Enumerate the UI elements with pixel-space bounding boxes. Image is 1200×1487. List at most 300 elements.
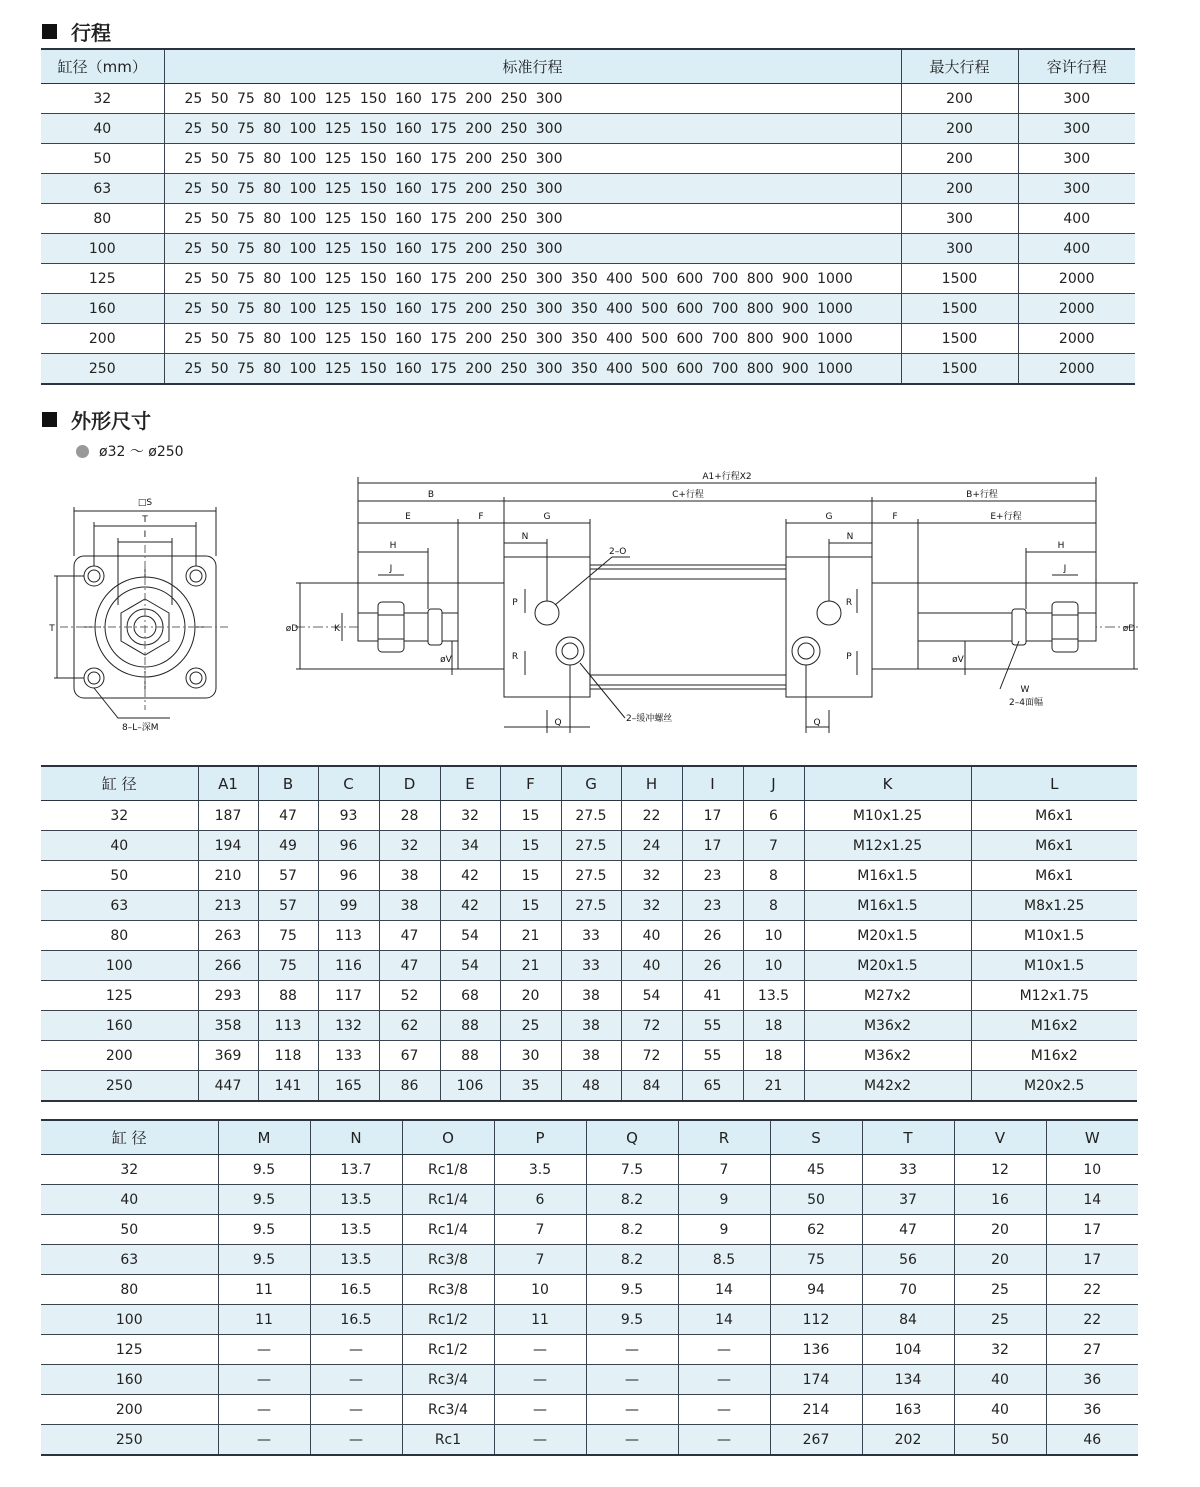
table-cell: 200 <box>901 114 1018 144</box>
table-cell: 165 <box>318 1071 379 1102</box>
label-h-right: H <box>1057 541 1065 551</box>
table-cell: 34 <box>440 831 500 861</box>
table-cell: — <box>494 1365 586 1395</box>
column-header: S <box>770 1120 862 1155</box>
table-cell: 116 <box>318 951 379 981</box>
table-cell: Rc1/2 <box>402 1305 494 1335</box>
table-cell: — <box>678 1395 770 1425</box>
column-header: V <box>954 1120 1046 1155</box>
label-r-left: R <box>511 652 519 662</box>
table-row <box>41 144 1135 174</box>
column-header: H <box>621 766 682 801</box>
table-cell: 40 <box>621 921 682 951</box>
column-header: 缸 径 <box>41 766 198 801</box>
label-bolt-note: 8–L–深M <box>122 723 159 733</box>
table-cell: 125 <box>41 264 164 294</box>
table-cell: 25 50 75 80 100 125 150 160 175 200 250 300 <box>164 84 901 114</box>
label-square-s: □S <box>137 498 153 508</box>
table-cell: 36 <box>1046 1395 1138 1425</box>
table-cell: 36 <box>1046 1365 1138 1395</box>
table-cell: 300 <box>1018 174 1135 204</box>
table-cell: — <box>310 1335 402 1365</box>
table-cell: 194 <box>198 831 258 861</box>
table-cell: M36x2 <box>804 1011 971 1041</box>
table-cell: 38 <box>561 1011 621 1041</box>
table-cell: 26 <box>682 951 743 981</box>
table-cell: 25 50 75 80 100 125 150 160 175 200 250 300 <box>164 114 901 144</box>
table-cell: M16x1.5 <box>804 891 971 921</box>
table-row <box>41 981 1137 1011</box>
table-cell: 25 50 75 80 100 125 150 160 175 200 250 300 <box>164 174 901 204</box>
table-cell: 20 <box>500 981 561 1011</box>
label-q-left: Q <box>554 718 562 728</box>
dimension-section-title <box>42 405 151 434</box>
table-cell: 17 <box>682 831 743 861</box>
table-cell: 38 <box>561 981 621 1011</box>
table-cell: 50 <box>41 861 198 891</box>
table-cell: 40 <box>41 1185 218 1215</box>
table-cell: 46 <box>1046 1425 1138 1456</box>
table-cell: 263 <box>198 921 258 951</box>
label-j-right: J <box>1063 564 1067 574</box>
dimension-table-1 <box>41 765 1137 1102</box>
table-cell: — <box>494 1395 586 1425</box>
table-cell: 80 <box>41 1275 218 1305</box>
table-cell: 54 <box>440 921 500 951</box>
table-cell: 7 <box>678 1155 770 1185</box>
table-cell: Rc1 <box>402 1425 494 1456</box>
table-cell: 8.2 <box>586 1245 678 1275</box>
table-row <box>41 1305 1138 1335</box>
table-row <box>41 1395 1138 1425</box>
table-cell: M12x1.75 <box>971 981 1137 1011</box>
table-cell: 113 <box>258 1011 318 1041</box>
table-row <box>41 264 1135 294</box>
table-row <box>41 921 1137 951</box>
table-cell: — <box>678 1365 770 1395</box>
table-cell: 25 50 75 80 100 125 150 160 175 200 250 300 350 400 500 600 700 800 900 1000 <box>164 264 901 294</box>
table-cell: 13.5 <box>743 981 804 1011</box>
table-cell: 160 <box>41 1011 198 1041</box>
table-cell: 63 <box>41 174 164 204</box>
table-cell: Rc3/4 <box>402 1365 494 1395</box>
table-cell: 32 <box>621 891 682 921</box>
table-cell: 11 <box>218 1305 310 1335</box>
table-cell: 10 <box>494 1275 586 1305</box>
table-cell: 17 <box>1046 1245 1138 1275</box>
table-cell: 14 <box>678 1305 770 1335</box>
table-cell: 15 <box>500 861 561 891</box>
table-row <box>41 1335 1138 1365</box>
table-cell: 32 <box>41 1155 218 1185</box>
table-cell: 267 <box>770 1425 862 1456</box>
table-cell: 9 <box>678 1185 770 1215</box>
table-cell: 16.5 <box>310 1275 402 1305</box>
label-g-left: G <box>543 512 551 522</box>
label-e: E <box>405 512 411 522</box>
table-cell: 42 <box>440 861 500 891</box>
table-cell: 32 <box>440 801 500 831</box>
table-cell: 300 <box>1018 114 1135 144</box>
table-cell: 21 <box>743 1071 804 1102</box>
label-f-right: F <box>892 512 898 522</box>
table-cell: 266 <box>198 951 258 981</box>
table-cell: 20 <box>954 1245 1046 1275</box>
table-cell: 7 <box>494 1215 586 1245</box>
table-cell: 62 <box>379 1011 440 1041</box>
table-row <box>41 1185 1138 1215</box>
table-cell: 32 <box>954 1335 1046 1365</box>
table-cell: 72 <box>621 1041 682 1071</box>
table-cell: M10x1.5 <box>971 921 1137 951</box>
table-cell: 80 <box>41 921 198 951</box>
table-cell: 118 <box>258 1041 318 1071</box>
column-header: M <box>218 1120 310 1155</box>
label-t-side: T <box>49 624 55 634</box>
table-cell: 14 <box>1046 1185 1138 1215</box>
table-cell: 25 50 75 80 100 125 150 160 175 200 250 300 350 400 500 600 700 800 900 1000 <box>164 354 901 385</box>
table-cell: 38 <box>379 861 440 891</box>
table-cell: 11 <box>494 1305 586 1335</box>
table-cell: 8 <box>743 891 804 921</box>
label-k: K <box>334 624 340 634</box>
table-cell: 40 <box>954 1365 1046 1395</box>
table-cell: 17 <box>1046 1215 1138 1245</box>
table-cell: 40 <box>41 114 164 144</box>
table-cell: 9.5 <box>586 1275 678 1305</box>
table-cell: 210 <box>198 861 258 891</box>
table-cell: 63 <box>41 891 198 921</box>
table-row <box>41 324 1135 354</box>
column-header: R <box>678 1120 770 1155</box>
table-cell: 8.2 <box>586 1185 678 1215</box>
table-cell: M27x2 <box>804 981 971 1011</box>
table-cell: 25 <box>954 1305 1046 1335</box>
column-header: W <box>1046 1120 1138 1155</box>
table-cell: 49 <box>258 831 318 861</box>
label-port: 2–O <box>609 547 627 557</box>
table-cell: 18 <box>743 1041 804 1071</box>
table-cell: — <box>586 1395 678 1425</box>
table-cell: 174 <box>770 1365 862 1395</box>
table-cell: 55 <box>682 1041 743 1071</box>
table-cell: 293 <box>198 981 258 1011</box>
table-cell: 41 <box>682 981 743 1011</box>
table-row <box>41 174 1135 204</box>
table-cell: 213 <box>198 891 258 921</box>
table-row <box>41 204 1135 234</box>
table-cell: 33 <box>561 921 621 951</box>
table-cell: M10x1.5 <box>971 951 1137 981</box>
table-cell: 37 <box>862 1185 954 1215</box>
table-cell: M6x1 <box>971 861 1137 891</box>
label-a1-total: A1+行程X2 <box>702 472 752 482</box>
table-cell: — <box>678 1335 770 1365</box>
table-cell: 54 <box>621 981 682 1011</box>
table-cell: 13.5 <box>310 1215 402 1245</box>
square-bullet-icon <box>42 412 57 427</box>
table-cell: M8x1.25 <box>971 891 1137 921</box>
table-cell: 88 <box>258 981 318 1011</box>
table-cell: 25 50 75 80 100 125 150 160 175 200 250 300 350 400 500 600 700 800 900 1000 <box>164 294 901 324</box>
table-cell: 32 <box>621 861 682 891</box>
table-cell: 300 <box>901 234 1018 264</box>
label-p-right: P <box>846 652 852 662</box>
table-row <box>41 234 1135 264</box>
label-i: I <box>143 530 147 540</box>
table-cell: — <box>586 1365 678 1395</box>
table-row <box>41 801 1137 831</box>
table-cell: 48 <box>561 1071 621 1102</box>
table-cell: 200 <box>41 324 164 354</box>
table-cell: 1500 <box>901 324 1018 354</box>
table-cell: — <box>494 1335 586 1365</box>
table-cell: 10 <box>1046 1155 1138 1185</box>
table-cell: 27 <box>1046 1335 1138 1365</box>
table-cell: 202 <box>862 1425 954 1456</box>
label-v-right: øV <box>952 655 964 665</box>
table-cell: 56 <box>862 1245 954 1275</box>
table-cell: 22 <box>1046 1275 1138 1305</box>
label-d-right: øD <box>1122 624 1136 634</box>
table-cell: 88 <box>440 1011 500 1041</box>
table-cell: 96 <box>318 861 379 891</box>
table-cell: 40 <box>621 951 682 981</box>
table-cell: 23 <box>682 891 743 921</box>
column-header: G <box>561 766 621 801</box>
table-cell: 32 <box>41 84 164 114</box>
label-q-right: Q <box>813 718 821 728</box>
table-row <box>41 354 1135 385</box>
table-cell: 47 <box>258 801 318 831</box>
table-cell: 55 <box>682 1011 743 1041</box>
table-cell: 35 <box>500 1071 561 1102</box>
table-row <box>41 1365 1138 1395</box>
table-cell: M16x2 <box>971 1011 1137 1041</box>
table-cell: 2000 <box>1018 324 1135 354</box>
table-cell: 93 <box>318 801 379 831</box>
table-cell: 8 <box>743 861 804 891</box>
table-cell: 25 <box>954 1275 1046 1305</box>
table-cell: M12x1.25 <box>804 831 971 861</box>
table-cell: Rc3/4 <box>402 1395 494 1425</box>
table-cell: 200 <box>901 144 1018 174</box>
table-cell: 300 <box>1018 84 1135 114</box>
table-cell: 200 <box>901 84 1018 114</box>
table-row <box>41 1425 1138 1456</box>
table-cell: M6x1 <box>971 831 1137 861</box>
label-w: W <box>1020 685 1030 695</box>
label-h-left: H <box>389 541 397 551</box>
table-cell: 25 50 75 80 100 125 150 160 175 200 250 300 350 400 500 600 700 800 900 1000 <box>164 324 901 354</box>
table-cell: 9.5 <box>586 1305 678 1335</box>
table-cell: 21 <box>500 921 561 951</box>
table-cell: 65 <box>682 1071 743 1102</box>
column-header: B <box>258 766 318 801</box>
label-p-left: P <box>512 598 518 608</box>
table-cell: 2000 <box>1018 354 1135 385</box>
table-cell: M16x2 <box>971 1041 1137 1071</box>
column-header: N <box>310 1120 402 1155</box>
table-cell: 40 <box>954 1395 1046 1425</box>
table-cell: — <box>586 1335 678 1365</box>
table-cell: 54 <box>440 951 500 981</box>
table-row <box>41 114 1135 144</box>
table-cell: 72 <box>621 1011 682 1041</box>
table-cell: 33 <box>561 951 621 981</box>
label-g-right: G <box>825 512 833 522</box>
table-cell: 13.5 <box>310 1185 402 1215</box>
dimension-table-2 <box>41 1119 1138 1456</box>
table-cell: — <box>218 1425 310 1456</box>
table-cell: 67 <box>379 1041 440 1071</box>
table-cell: M16x1.5 <box>804 861 971 891</box>
table-cell: 22 <box>1046 1305 1138 1335</box>
column-header: I <box>682 766 743 801</box>
table-cell: 27.5 <box>561 831 621 861</box>
table-cell: 141 <box>258 1071 318 1102</box>
table-cell: 18 <box>743 1011 804 1041</box>
table-cell: 358 <box>198 1011 258 1041</box>
table-cell: 104 <box>862 1335 954 1365</box>
table-cell: 9.5 <box>218 1215 310 1245</box>
stroke-table <box>41 48 1135 385</box>
table-cell: 30 <box>500 1041 561 1071</box>
table-cell: 96 <box>318 831 379 861</box>
table-cell: 125 <box>41 981 198 1011</box>
table-cell: 62 <box>770 1215 862 1245</box>
label-c-stroke: C+行程 <box>672 490 704 500</box>
stroke-header-standard: 标准行程 <box>164 49 901 84</box>
label-wrench: 2–4面幅 <box>1009 698 1043 708</box>
square-bullet-icon <box>42 24 57 39</box>
table-row <box>41 891 1137 921</box>
table-cell: 27.5 <box>561 891 621 921</box>
table-cell: 16.5 <box>310 1305 402 1335</box>
column-header: L <box>971 766 1137 801</box>
table-cell: 84 <box>862 1305 954 1335</box>
table-cell: 160 <box>41 294 164 324</box>
stroke-title-text: 行程 <box>71 21 111 45</box>
table-cell: M20x1.5 <box>804 951 971 981</box>
table-row <box>41 1215 1138 1245</box>
table-cell: 88 <box>440 1041 500 1071</box>
table-cell: 13.5 <box>310 1245 402 1275</box>
bore-range-text: ø32 ～ ø250 <box>99 444 184 460</box>
table-cell: 15 <box>500 801 561 831</box>
table-cell: 70 <box>862 1275 954 1305</box>
dimension-table-1-body <box>41 801 1137 1102</box>
table-cell: 6 <box>743 801 804 831</box>
dimension-table-2-header <box>41 1120 1138 1155</box>
column-header: Q <box>586 1120 678 1155</box>
table-cell: 80 <box>41 204 164 234</box>
table-cell: 75 <box>770 1245 862 1275</box>
table-cell: 23 <box>682 861 743 891</box>
table-cell: 25 50 75 80 100 125 150 160 175 200 250 300 <box>164 144 901 174</box>
label-n-left: N <box>521 532 529 542</box>
table-cell: 38 <box>561 1041 621 1071</box>
table-cell: 26 <box>682 921 743 951</box>
table-cell: 57 <box>258 891 318 921</box>
label-e-stroke: E+行程 <box>990 512 1022 522</box>
table-cell: — <box>678 1425 770 1456</box>
table-cell: 47 <box>862 1215 954 1245</box>
table-cell: M42x2 <box>804 1071 971 1102</box>
table-cell: 1500 <box>901 264 1018 294</box>
stroke-table-body <box>41 84 1135 385</box>
label-n-right: N <box>846 532 854 542</box>
table-cell: 10 <box>743 921 804 951</box>
table-cell: Rc1/4 <box>402 1185 494 1215</box>
table-cell: 10 <box>743 951 804 981</box>
table-cell: M20x1.5 <box>804 921 971 951</box>
label-b-stroke: B+行程 <box>966 490 998 500</box>
table-cell: 84 <box>621 1071 682 1102</box>
table-cell: — <box>218 1395 310 1425</box>
dimension-table-2-body <box>41 1155 1138 1456</box>
table-cell: 7 <box>494 1245 586 1275</box>
dimension-table-1-header <box>41 766 1137 801</box>
table-cell: 45 <box>770 1155 862 1185</box>
table-cell: 7 <box>743 831 804 861</box>
table-cell: 40 <box>41 831 198 861</box>
table-cell: 369 <box>198 1041 258 1071</box>
table-cell: 13.7 <box>310 1155 402 1185</box>
table-cell: 447 <box>198 1071 258 1102</box>
table-cell: — <box>586 1425 678 1456</box>
table-row <box>41 84 1135 114</box>
table-cell: 2000 <box>1018 294 1135 324</box>
table-cell: 52 <box>379 981 440 1011</box>
table-cell: 50 <box>41 144 164 174</box>
table-cell: 14 <box>678 1275 770 1305</box>
table-cell: 42 <box>440 891 500 921</box>
column-header: O <box>402 1120 494 1155</box>
table-cell: 21 <box>500 951 561 981</box>
table-cell: Rc3/8 <box>402 1245 494 1275</box>
table-cell: 250 <box>41 354 164 385</box>
table-cell: 75 <box>258 951 318 981</box>
table-cell: 28 <box>379 801 440 831</box>
table-cell: 27.5 <box>561 861 621 891</box>
table-cell: 33 <box>862 1155 954 1185</box>
stroke-header-max: 最大行程 <box>901 49 1018 84</box>
table-cell: 187 <box>198 801 258 831</box>
table-cell: Rc1/8 <box>402 1155 494 1185</box>
column-header: 缸 径 <box>41 1120 218 1155</box>
table-cell: 133 <box>318 1041 379 1071</box>
table-cell: — <box>494 1425 586 1456</box>
label-f-left: F <box>478 512 484 522</box>
table-cell: 17 <box>682 801 743 831</box>
table-cell: 106 <box>440 1071 500 1102</box>
table-cell: 200 <box>41 1395 218 1425</box>
table-cell: 7.5 <box>586 1155 678 1185</box>
column-header: T <box>862 1120 954 1155</box>
table-cell: 200 <box>41 1041 198 1071</box>
table-cell: 200 <box>901 174 1018 204</box>
label-r-right: R <box>845 598 853 608</box>
table-cell: 12 <box>954 1155 1046 1185</box>
table-row <box>41 1245 1138 1275</box>
table-cell: 8.2 <box>586 1215 678 1245</box>
cylinder-dimension-drawing <box>0 465 1200 750</box>
table-cell: 112 <box>770 1305 862 1335</box>
dimension-title-text: 外形尺寸 <box>71 409 151 433</box>
table-cell: 9.5 <box>218 1245 310 1275</box>
table-cell: Rc1/2 <box>402 1335 494 1365</box>
